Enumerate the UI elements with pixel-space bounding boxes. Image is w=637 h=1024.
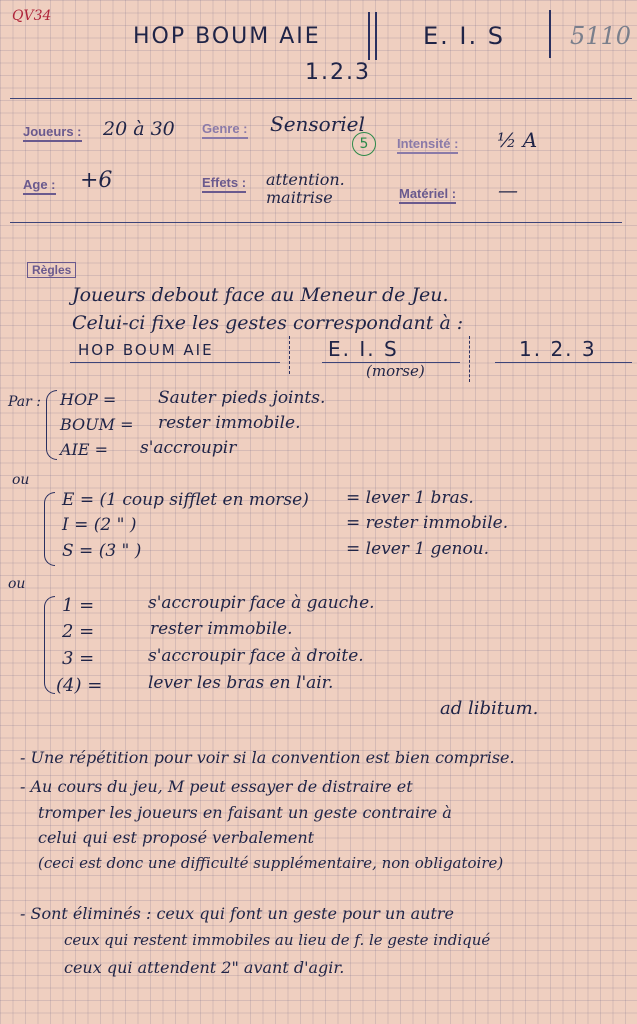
group1-key-1: HOP = (60, 390, 117, 409)
column-eis-note: (morse) (366, 362, 425, 380)
meta-rule (10, 222, 622, 223)
note-elimines-line3: ceux qui attendent 2" avant d'agir. (64, 958, 345, 977)
group3-key-2: 2 = (62, 621, 95, 642)
game-subtitle: 1.2.3 (305, 60, 371, 85)
header-rule (10, 98, 632, 99)
note-distraction-line4: (ceci est donc une difficulté supplémentaire, non obligatoire) (38, 854, 504, 872)
genre-mark: 5 (352, 132, 376, 156)
column-separator-1 (289, 336, 290, 374)
group3-key-3: 3 = (62, 648, 95, 669)
group3-value-4: lever les bras en l'air. (148, 673, 334, 693)
reference-mark: QV34 (12, 8, 52, 24)
intensite-value: ½ A (497, 128, 538, 152)
group2-bracket (44, 492, 55, 566)
group1-key-3: AIE = (60, 440, 109, 459)
regles-label: Règles (27, 262, 76, 278)
game-title: HOP BOUM AIE (133, 24, 321, 49)
example-label: Par : (8, 394, 41, 410)
title-divider-left (368, 12, 370, 60)
group2-value-3: = lever 1 genou. (346, 539, 490, 559)
note-elimines-line2: ceux qui restent immobiles au lieu de f. le geste indiqué (64, 931, 491, 949)
title-divider-left-2 (375, 12, 377, 60)
or-separator-1: ou (12, 472, 30, 488)
group3-bracket (44, 596, 55, 694)
column3-underline (495, 362, 632, 363)
game-title-morse: E. I. S (423, 22, 505, 50)
note-distraction-line1: - Au cours du jeu, M peut essayer de distraire et (20, 777, 413, 796)
column-separator-2 (469, 336, 470, 382)
column-hop-boum-aie: HOP BOUM AIE (78, 341, 214, 359)
title-divider-right (549, 10, 551, 58)
group1-value-2: rester immobile. (158, 413, 301, 433)
group3-value-1: s'accroupir face à gauche. (148, 593, 375, 613)
group2-value-2: = rester immobile. (346, 513, 509, 533)
group3-value-3: s'accroupir face à droite. (148, 646, 364, 666)
group1-value-3: s'accroupir (140, 438, 237, 458)
column-123: 1. 2. 3 (519, 337, 597, 361)
group1-bracket (46, 390, 57, 460)
column-eis: E. I. S (328, 337, 399, 361)
ad-libitum: ad libitum. (440, 698, 539, 719)
effets-value-line1: attention. (266, 170, 345, 189)
materiel-label: Matériel : (399, 186, 456, 204)
group2-value-1: = lever 1 bras. (346, 488, 474, 508)
materiel-value: — (498, 178, 518, 202)
rules-intro-line2: Celui-ci fixe les gestes correspondant à : (72, 312, 464, 334)
effets-label: Effets : (202, 175, 246, 193)
catalog-code: 5110 (570, 22, 632, 50)
note-distraction-line2: tromper les joueurs en faisant un geste contraire à (38, 803, 452, 822)
group2-key-3: S = (3 " ) (62, 541, 142, 561)
note-elimines-line1: - Sont éliminés : ceux qui font un geste pour un autre (20, 904, 455, 923)
joueurs-label: Joueurs : (23, 124, 82, 142)
genre-value: Sensoriel (270, 112, 365, 136)
age-label: Age : (23, 177, 56, 195)
group3-value-2: rester immobile. (150, 619, 293, 639)
group3-key-4: (4) = (56, 675, 103, 696)
rules-intro-line1: Joueurs debout face au Meneur de Jeu. (72, 284, 449, 306)
group1-value-1: Sauter pieds joints. (158, 388, 326, 408)
note-repetition: - Une répétition pour voir si la convention est bien comprise. (20, 748, 515, 767)
group2-key-1: E = (1 coup sifflet en morse) (62, 490, 309, 510)
joueurs-value: 20 à 30 (103, 118, 175, 140)
note-distraction-line3: celui qui est proposé verbalement (38, 828, 315, 847)
group2-key-2: I = (2 " ) (62, 515, 137, 535)
or-separator-2: ou (8, 576, 26, 592)
effets-value-line2: maitrise (266, 188, 333, 207)
genre-label: Genre : (202, 121, 248, 139)
column1-underline (70, 362, 280, 363)
group3-key-1: 1 = (62, 595, 95, 616)
intensite-label: Intensité : (397, 136, 458, 154)
group1-key-2: BOUM = (60, 415, 134, 434)
age-value: +6 (80, 168, 113, 193)
